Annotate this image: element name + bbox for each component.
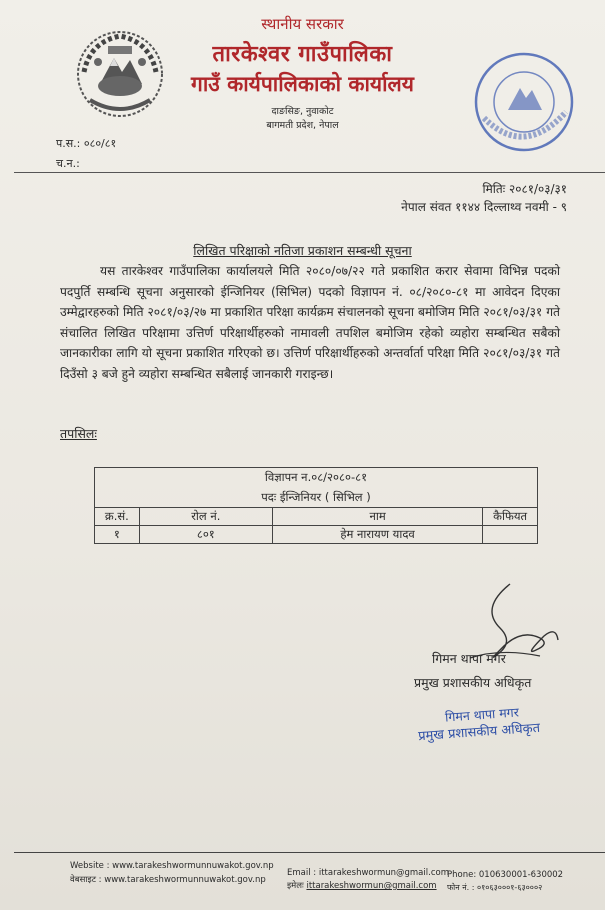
results-table [94,467,538,544]
post-name: पदः ईन्जिनियर ( सिभिल ) [95,488,538,508]
header-line1: स्थानीय सरकार [261,15,344,33]
dispatch-number: च.न.: [56,157,80,170]
details-label: तपसिलः [60,426,97,441]
address-line2: बागमती प्रदेश, नेपाल [266,120,339,131]
footer-phone-en: Phone: 010630001-630002 [447,870,564,880]
address-line1: दाङसिङ, नुवाकोट [271,106,334,117]
cell-remarks [483,526,538,544]
table-row [95,526,538,544]
stamp-name: गिमन थापा मगर [444,704,520,725]
notice-subject: लिखित परिक्षाको नतिजा प्रकाशन सम्बन्धी सूचना [193,243,412,258]
stamp-title: प्रमुख प्रशासकीय अधिकृत [417,720,541,745]
office-seal-icon [470,48,578,156]
signatory-name: गिमन थापा मगर [432,651,506,666]
office-name: गाउँ कार्यपालिकाको कार्यालय [191,72,414,96]
header-roll: रोल नं. [139,508,272,526]
municipality-name: तारकेश्वर गाउँपालिका [212,42,393,67]
footer-email-en: Email : ittarakeshwormun@gmail.com [287,868,449,878]
footer-website-np: वेबसाइट : www.tarakeshwormunnuwakot.gov.np [70,875,266,885]
cell-serial: १ [95,526,140,544]
footer-email-np-label: इमेलः [287,881,304,891]
header-divider [14,172,605,173]
reference-number: प.स.: ०८०/८१ [56,137,117,150]
header-serial: क्र.सं. [95,508,140,526]
footer-divider [14,852,605,853]
notice-body: यस तारकेश्वर गाउँपालिका कार्यालयले मिति २०८०/०७/२२ गते प्रकाशित करार सेवामा विभिन्न पदको पदपुर्ति सम्बन्धि सूचना अनुसारको ईन्जिनियर (सिभिल) पदको विज्ञापन नं. ०८/२०८०-८१ मा आवेदन दिएका उम्मेद्वारहरुको मिति २०८१/०३/२७ मा प्रकाशित परिक्षा कार्यक्रम संचालनको सूचना बमोजिम मिति २०८१/०३/३१ गते संचालित लिखित परिक्षामा उत्तिर्ण परिक्षार्थीहरुको नामावली तपशिल बमोजिम रहेको व्यहोरा सम्बन्धित सबैको जानकारीका लागि यो सूचना प्रकाशित गरिएको छ। उत्तिर्ण परिक्षार्थीहरुको अन्तर्वार्ता परिक्षा मिति २०८१/०३/३१ गते दिउँसो ३ बजे हुने व्यहोरा सम्बन्धित सबैलाई जानकारी गराइन्छ। [60,264,560,381]
signatory-title: प्रमुख प्रशासकीय अधिकृत [414,675,532,690]
nepal-sambat-date: नेपाल संवत ११४४ दिल्लाथ्व नवमी - ९ [401,200,567,214]
header-remarks: कैफियत [483,508,538,526]
advertisement-number: विज्ञापन न.०८/२०८०-८१ [95,468,538,488]
footer-email-np-link[interactable]: ittarakeshwormun@gmail.com [306,881,437,891]
footer-website-en: Website : www.tarakeshwormunnuwakot.gov.np [70,861,274,871]
cell-name: हेम नारायण यादव [272,526,482,544]
cell-roll: ८०१ [139,526,272,544]
footer-phone-np: फोन नं. : ०१०६३०००१-६३०००२ [447,883,543,892]
header-name: नाम [272,508,482,526]
table-header-row [95,508,538,526]
notice-date: मितिः २०८१/०३/३१ [482,182,567,196]
footer-email-np [287,880,437,891]
